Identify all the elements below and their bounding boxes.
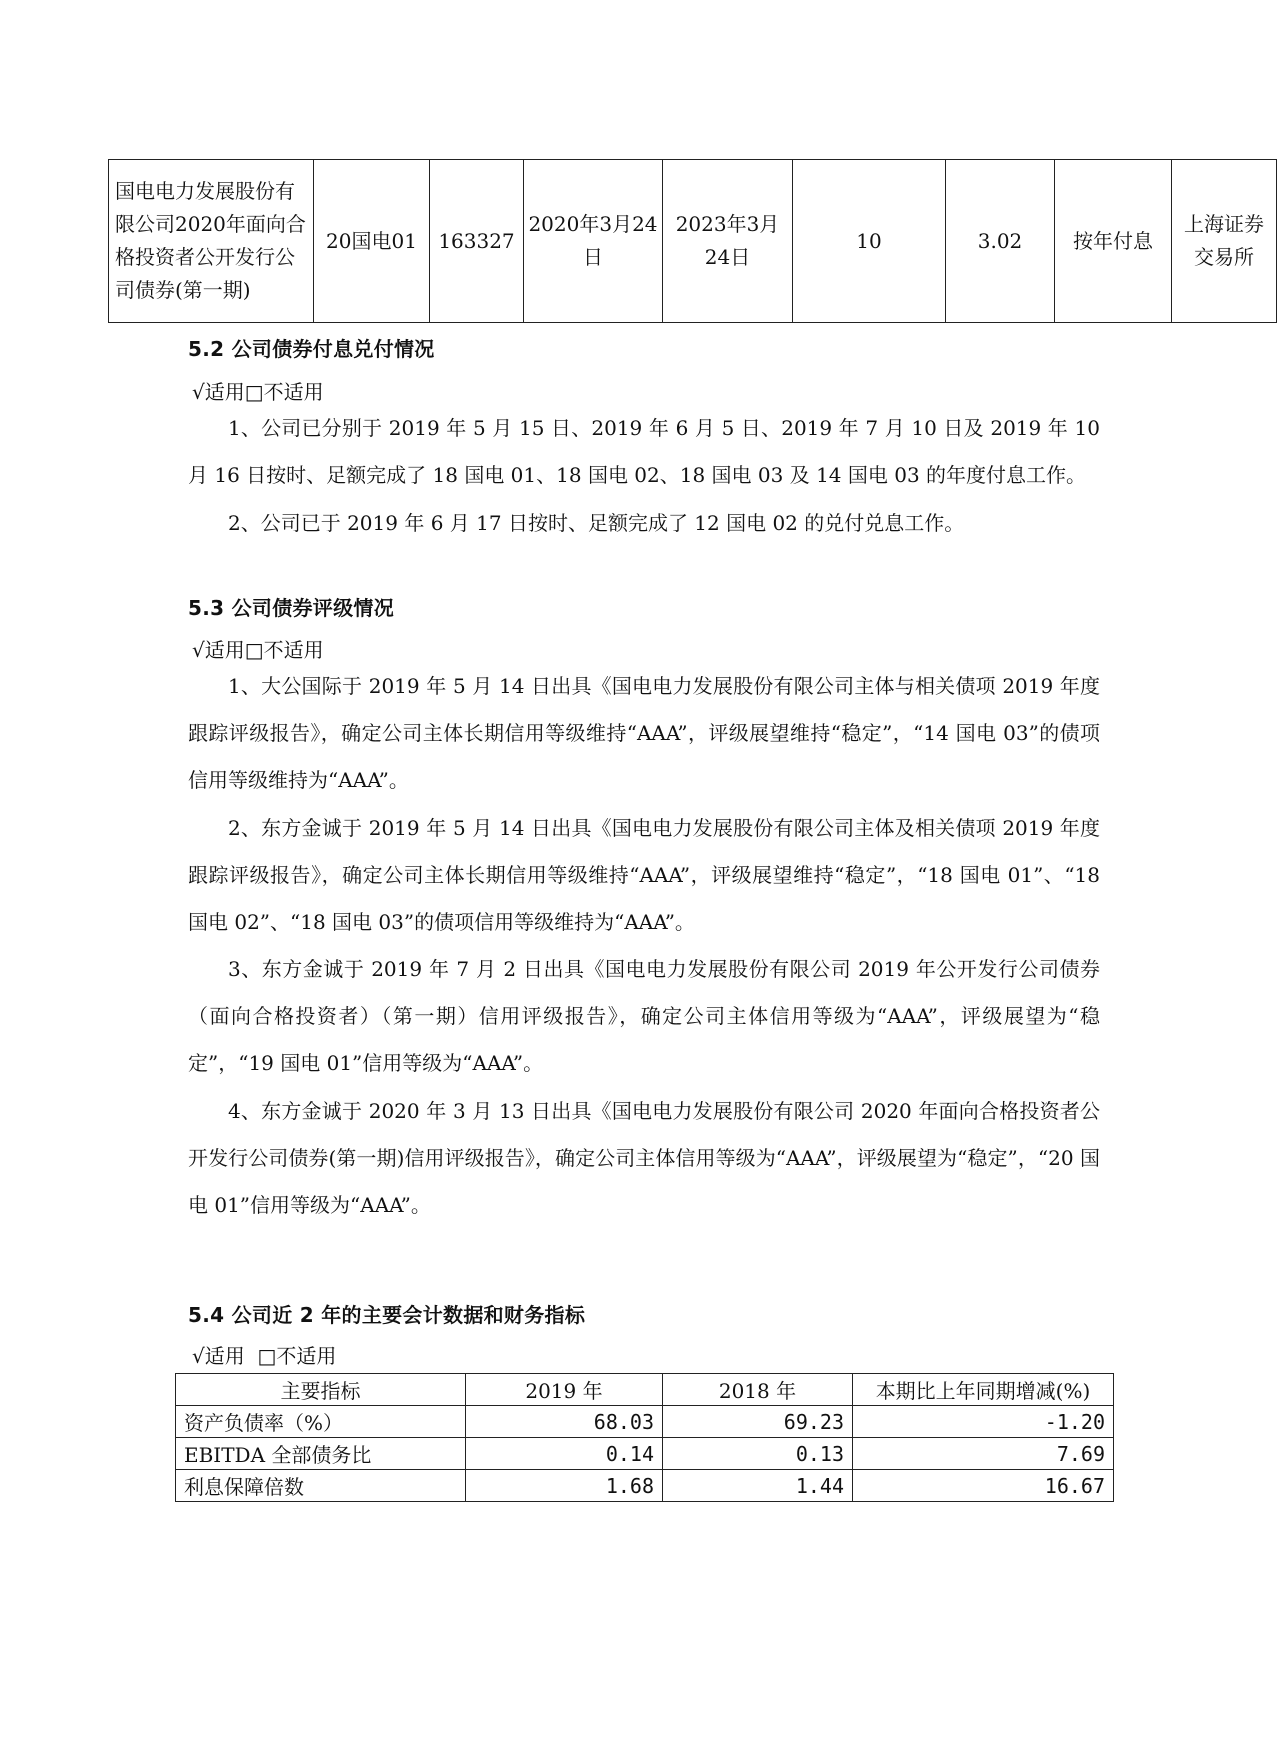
column-header: 2018 年 bbox=[663, 1374, 853, 1406]
table-cell: 16.67 bbox=[853, 1470, 1114, 1502]
bond-maturity-date-cell: 2023年3月24日 bbox=[663, 160, 793, 323]
table-row bbox=[109, 160, 1277, 323]
bond-exchange-cell: 上海证券交易所 bbox=[1172, 160, 1277, 323]
applicability-5-2: √适用□不适用 bbox=[192, 380, 324, 404]
bond-short-name-cell: 20国电01 bbox=[314, 160, 430, 323]
table-cell: 68.03 bbox=[466, 1406, 663, 1438]
paragraph-5-3-3: 3、东方金诚于 2019 年 7 月 2 日出具《国电电力发展股份有限公司 2019 年公开发行公司债券（面向合格投资者）（第一期）信用评级报告》，确定公司主体信用等级为“AAA”，评级展望为“稳定”，“19 国电 01”信用等级为“AAA”。 bbox=[188, 957, 1100, 1075]
financial-indicators-table bbox=[175, 1373, 1114, 1502]
paragraph-5-3-1: 1、大公国际于 2019 年 5 月 14 日出具《国电电力发展股份有限公司主体与相关债项 2019 年度跟踪评级报告》，确定公司主体长期信用等级维持“AAA”，评级展望维持“稳定”，“14 国电 03”的债项信用等级维持为“AAA”。 bbox=[188, 674, 1100, 792]
column-header: 2019 年 bbox=[466, 1374, 663, 1406]
table-cell: 0.14 bbox=[466, 1438, 663, 1470]
bond-rate-cell: 3.02 bbox=[946, 160, 1055, 323]
table-cell: 0.13 bbox=[663, 1438, 853, 1470]
applicability-5-3: √适用□不适用 bbox=[192, 638, 324, 662]
bond-code-cell: 163327 bbox=[430, 160, 524, 323]
section-heading-5-3: 5.3 公司债券评级情况 bbox=[188, 596, 394, 620]
table-cell: 7.69 bbox=[853, 1438, 1114, 1470]
paragraph-5-2-1: 1、公司已分别于 2019 年 5 月 15 日、2019 年 6 月 5 日、2019 年 7 月 10 日及 2019 年 10 月 16 日按时、足额完成了 18 国电 01、18 国电 02、18 国电 03 及 14 国电 03 的年度付息工作。 bbox=[188, 416, 1100, 487]
paragraph-5-3-2: 2、东方金诚于 2019 年 5 月 14 日出具《国电电力发展股份有限公司主体及相关债项 2019 年度跟踪评级报告》，确定公司主体长期信用等级维持“AAA”，评级展望维持“稳定”，“18 国电 01”、“18 国电 02”、“18 国电 03”的债项信用等级维持为“AAA”。 bbox=[188, 816, 1100, 934]
table-cell: 1.44 bbox=[663, 1470, 853, 1502]
section-heading-5-4: 5.4 公司近 2 年的主要会计数据和财务指标 bbox=[188, 1303, 586, 1327]
column-header: 本期比上年同期增减(%) bbox=[853, 1374, 1114, 1406]
table-cell: 资产负债率（%） bbox=[176, 1406, 466, 1438]
table-cell: 1.68 bbox=[466, 1470, 663, 1502]
table-cell: 69.23 bbox=[663, 1406, 853, 1438]
paragraph-5-2-2: 2、公司已于 2019 年 6 月 17 日按时、足额完成了 12 国电 02 的兑付兑息工作。 bbox=[228, 511, 965, 535]
table-cell: -1.20 bbox=[853, 1406, 1114, 1438]
bond-balance-cell: 10 bbox=[793, 160, 946, 323]
table-row bbox=[176, 1406, 1114, 1438]
bond-issue-date-cell: 2020年3月24日 bbox=[524, 160, 663, 323]
table-cell: 利息保障倍数 bbox=[176, 1470, 466, 1502]
bond-name-cell: 国电电力发展股份有限公司2020年面向合格投资者公开发行公司债券(第一期) bbox=[109, 160, 314, 323]
applicability-5-4: √适用 □不适用 bbox=[192, 1344, 337, 1368]
paragraph-5-3-4: 4、东方金诚于 2020 年 3 月 13 日出具《国电电力发展股份有限公司 2020 年面向合格投资者公开发行公司债券(第一期)信用评级报告》，确定公司主体信用等级为“AAA”，评级展望为“稳定”，“20 国电 01”信用等级为“AAA”。 bbox=[188, 1099, 1100, 1217]
bond-table bbox=[108, 159, 1277, 323]
section-heading-5-2: 5.2 公司债券付息兑付情况 bbox=[188, 337, 435, 361]
column-header: 主要指标 bbox=[176, 1374, 466, 1406]
table-row bbox=[176, 1470, 1114, 1502]
table-row bbox=[176, 1438, 1114, 1470]
table-cell: EBITDA 全部债务比 bbox=[176, 1438, 466, 1470]
table-header-row bbox=[176, 1374, 1114, 1406]
bond-payment-cell: 按年付息 bbox=[1055, 160, 1172, 323]
